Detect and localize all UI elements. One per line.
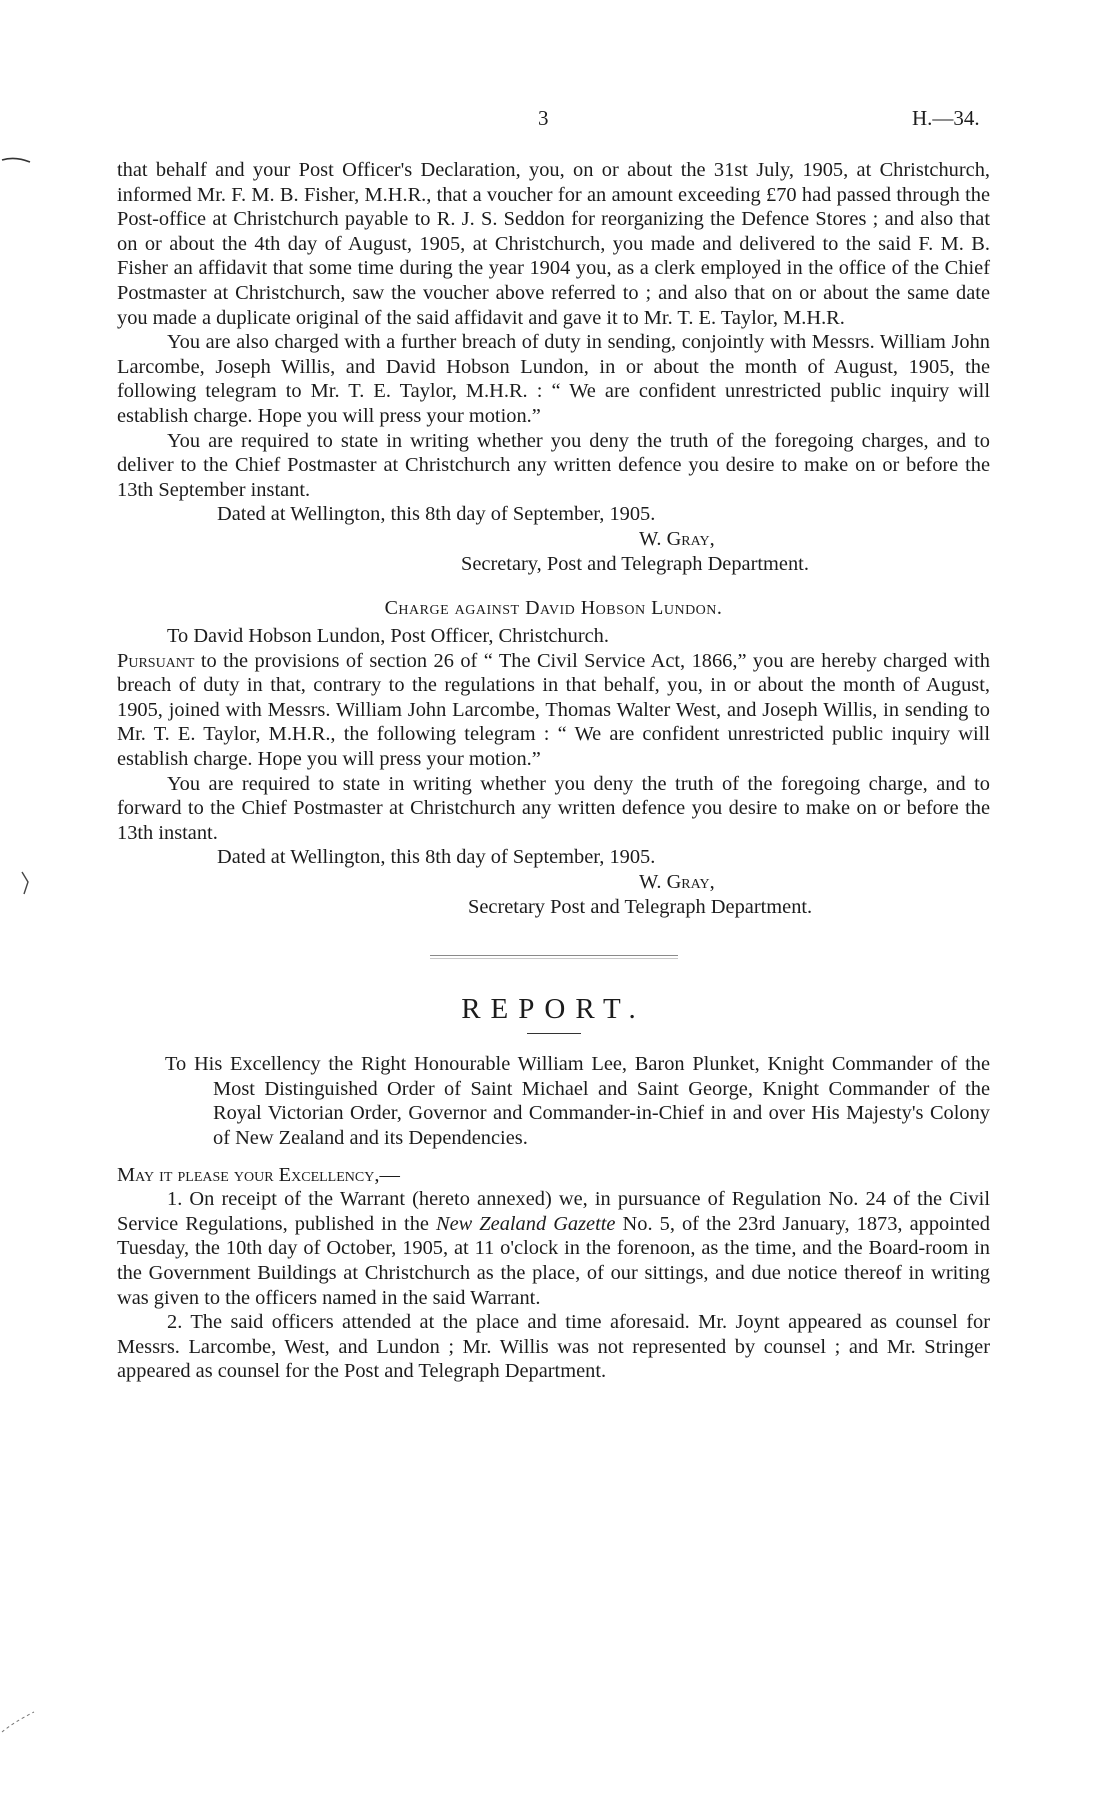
report-paragraph-1-text-a: 1. On receipt of the Warrant (hereto annexed) we, in pursuance of Regulation No. 24 of the Civil Service Regulations, published in the: [117, 1188, 990, 1235]
charge-dated: Dated at Wellington, this 8th day of September, 1905.: [217, 846, 656, 869]
continuation-dated: Dated at Wellington, this 8th day of September, 1905.: [217, 503, 656, 526]
document-body: [117, 158, 990, 1384]
charge-signature-title: Secretary Post and Telegraph Department.: [468, 895, 813, 918]
margin-mark-middle: [18, 868, 38, 898]
report-paragraph-1-text-b: No. 5, of the 23rd January, 1873, appointed Tuesday, the 10th day of October, 1905, at 11 o'clock in the forenoon, as the time, and the Board-room in the Government Buildings at Christchurch as the place, of our sittings, and due notice thereof in writing was given to the officers named in the said Warrant.: [117, 1212, 990, 1309]
report-paragraph-2: 2. The said officers attended at the place and time aforesaid. Mr. Joynt appeared as counsel for Messrs. Larcombe, West, and Lundon ; Mr. Willis was not represented by counsel ; and Mr. Stringer appeared as counsel for the Post and Telegraph Department.: [117, 1311, 990, 1383]
report-salutation: May it please your Excellency,—: [117, 1163, 400, 1186]
charge-paragraph-1: [117, 649, 990, 772]
report-title-rule: [527, 1033, 581, 1034]
continuation-paragraph-2: You are also charged with a further breach of duty in sending, conjointly with Messrs. William John Larcombe, Joseph Willis, and David Hobson Lundon, in or about the month of August, 1905, the following telegram to Mr. T. E. Taylor, M.H.R. : “ We are confident unrestricted public inquiry will establish charge. Hope you will press your motion.”: [117, 331, 990, 427]
charge-signature-name: W. Gray,: [639, 871, 715, 894]
report-title: REPORT.: [461, 993, 646, 1026]
report-address: To His Excellency the Right Honourable William Lee, Baron Plunket, Knight Commander of the Most Distinguished Order of Saint Michael and Saint George, Knight Commander of the Royal Victorian Order, Governor and Commander-in-Chief in and over His Majesty's Colony of New Zealand and its Dependencies.: [165, 1053, 990, 1149]
report-paragraph-1: [117, 1187, 990, 1310]
continuation-signature-name: W. Gray,: [639, 527, 715, 550]
charge-lead-word: Pursuant: [117, 649, 195, 672]
continuation-paragraph-3: You are required to state in writing whether you deny the truth of the foregoing charges, and to deliver to the Chief Postmaster at Christchurch any written defence you desire to make on or before the 13th September instant.: [117, 429, 990, 501]
section-divider: [430, 955, 678, 959]
margin-mark-bottom: [0, 1708, 40, 1738]
charge-addressee: To David Hobson Lundon, Post Officer, Christchurch.: [167, 625, 609, 648]
continuation-signature-title: Secretary, Post and Telegraph Department.: [461, 552, 809, 575]
gazette-title: New Zealand Gazette: [436, 1212, 616, 1235]
charge-heading: Charge against David Hobson Lundon.: [384, 597, 723, 620]
charge-paragraph-2: You are required to state in writing whether you deny the truth of the foregoing charge, and to forward to the Chief Postmaster at Christchurch any written defence you desire to make on or before the 13th instant.: [117, 772, 990, 844]
margin-mark-top: [0, 150, 40, 170]
continuation-paragraph-1: that behalf and your Post Officer's Declaration, you, on or about the 31st July, 1905, at Christchurch, informed Mr. F. M. B. Fisher, M.H.R., that a voucher for an amount exceeding £70 had passed through the Post-office at Christchurch payable to R. J. S. Seddon for reorganizing the Defence Stores ; and also that on or about the 4th day of August, 1905, at Christchurch, you made and delivered to the said F. M. B. Fisher an affidavit that some time during the year 1904 you, as a clerk employed in the office of the Chief Postmaster at Christchurch, saw the voucher above referred to ; and also that on or about the same date you made a duplicate original of the said affidavit and gave it to Mr. T. E. Taylor, M.H.R.: [117, 159, 990, 329]
page-number: 3: [538, 106, 549, 130]
charge-paragraph-1-text: to the provisions of section 26 of “ The Civil Service Act, 1866,” you are hereby charged with breach of duty in that, contrary to the regulations in that behalf, you, in or about the month of August, 1905, joined with Messrs. William John Larcombe, Thomas Walter West, and Joseph Willis, in sending to Mr. T. E. Taylor, M.H.R., the following telegram : “ We are confident unrestricted public inquiry will establish charge. Hope you will press your motion.”: [117, 649, 990, 771]
document-reference: H.—34.: [912, 106, 980, 130]
